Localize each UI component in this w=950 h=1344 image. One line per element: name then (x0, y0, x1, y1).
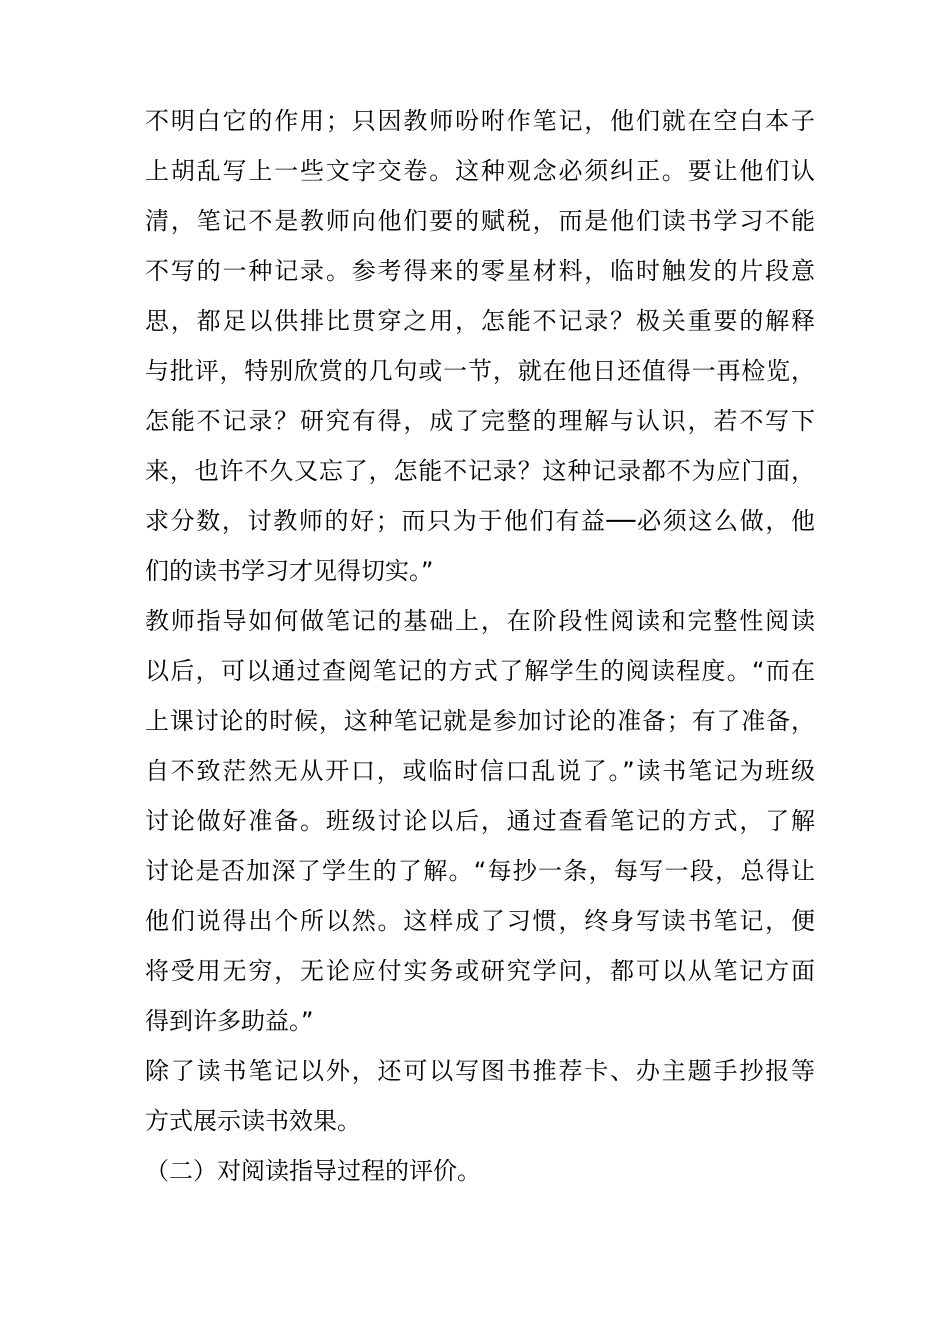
body-text (145, 96, 815, 1196)
text-line: 讨论做好准备。班级讨论以后，通过查看笔记的方式，了解 (145, 807, 815, 835)
paragraph-2 (145, 596, 815, 1046)
text-line: 方式展示读书效果。 (145, 1107, 361, 1135)
text-line: 们的读书学习才见得切实。” (145, 557, 434, 585)
text-line: 来，也许不久又忘了，怎能不记录？这种记录都不为应门面， (145, 457, 815, 485)
text-line: 上课讨论的时候，这种笔记就是参加讨论的准备；有了准备， (145, 707, 815, 735)
text-line: 将受用无穷，无论应付实务或研究学问，都可以从笔记方面 (145, 957, 815, 985)
text-line: 讨论是否加深了学生的了解。“每抄一条，每写一段，总得让 (145, 857, 815, 885)
paragraph-1 (145, 96, 815, 596)
text-line: 思，都足以供排比贯穿之用，怎能不记录？极关重要的解释 (145, 307, 815, 335)
text-line: 上胡乱写上一些文字交卷。这种观念必须纠正。要让他们认 (145, 157, 815, 185)
paragraph-3 (145, 1046, 815, 1146)
text-line: 自不致茫然无从开口，或临时信口乱说了。”读书笔记为班级 (145, 757, 815, 785)
text-line: 教师指导如何做笔记的基础上，在阶段性阅读和完整性阅读 (145, 607, 815, 635)
text-line: 不写的一种记录。参考得来的零星材料，临时触发的片段意 (145, 257, 815, 285)
text-line: 怎能不记录？研究有得，成了完整的理解与认识，若不写下 (145, 407, 815, 435)
text-line: 除了读书笔记以外，还可以写图书推荐卡、办主题手抄报等 (145, 1057, 815, 1085)
text-line: 他们说得出个所以然。这样成了习惯，终身写读书笔记，便 (145, 907, 815, 935)
text-line: 不明白它的作用；只因教师吩咐作笔记，他们就在空白本子 (145, 107, 815, 135)
text-line: 以后，可以通过查阅笔记的方式了解学生的阅读程度。“而在 (145, 657, 815, 685)
text-line: 得到许多助益。” (145, 1007, 314, 1035)
text-line: 与批评，特别欣赏的几句或一节，就在他日还值得一再检览， (145, 357, 815, 385)
text-line: 清，笔记不是教师向他们要的赋税，而是他们读书学习不能 (145, 207, 815, 235)
section-heading (145, 1146, 815, 1196)
heading-line: （二）对阅读指导过程的评价。 (145, 1157, 481, 1185)
text-line: 求分数，讨教师的好；而只为于他们有益──必须这么做，他 (145, 507, 815, 535)
